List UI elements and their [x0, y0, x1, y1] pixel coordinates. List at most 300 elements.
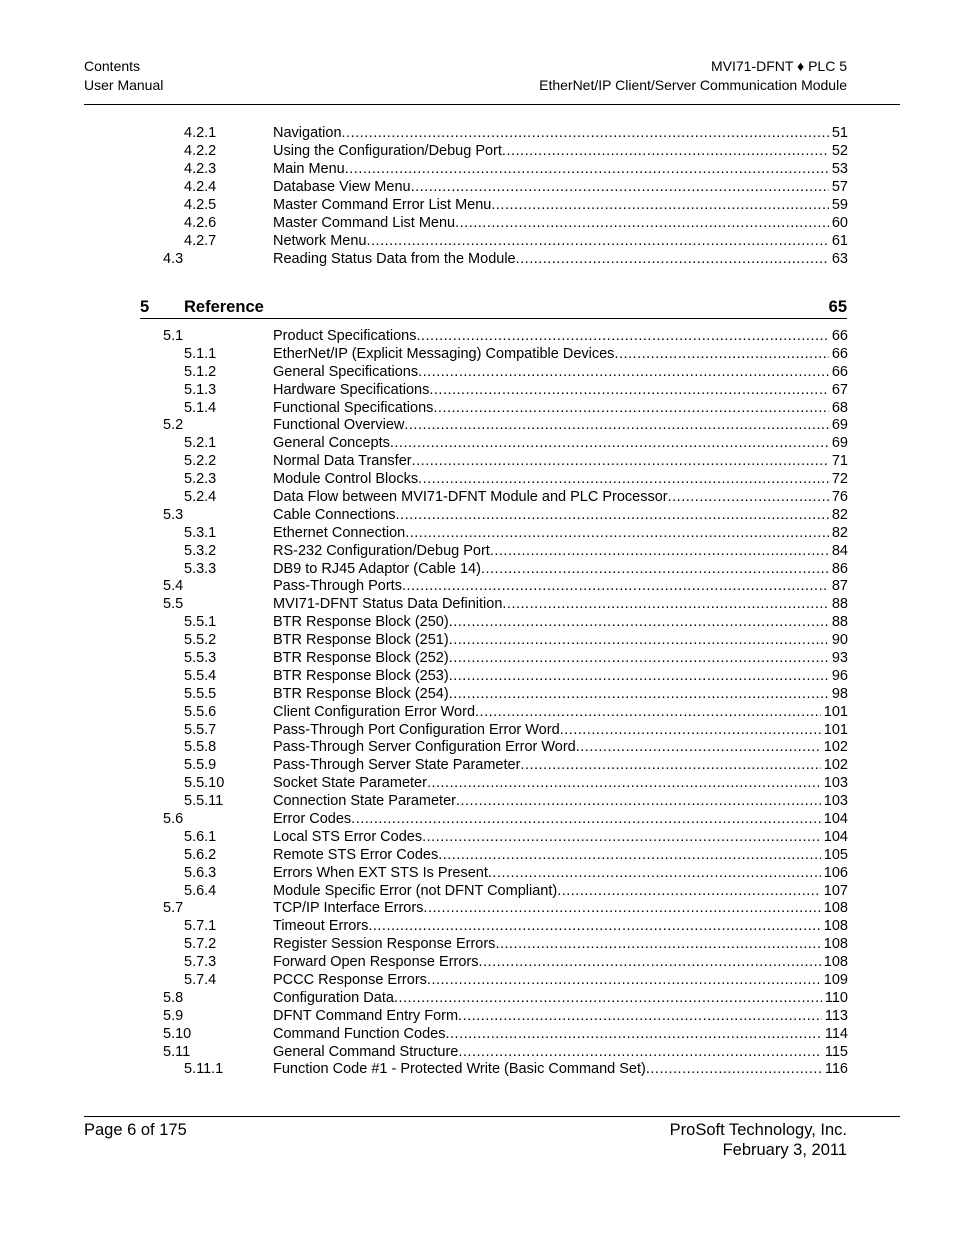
toc-entry-title: Command Function Codes [273, 1025, 446, 1042]
chapter-title: Reference [184, 298, 264, 316]
toc-entry[interactable] [0, 953, 954, 971]
toc-dot-leader [396, 506, 829, 524]
toc-entry[interactable] [0, 524, 954, 542]
toc-entry-page: 108 [823, 936, 848, 953]
toc-entry-page: 66 [831, 345, 848, 362]
toc-entry-number: 5.1.3 [184, 381, 217, 398]
toc-entry-page: 60 [831, 215, 848, 231]
toc-entry-title: Pass-Through Server State Parameter [273, 757, 521, 774]
toc-entry-page: 90 [831, 632, 848, 649]
toc-entry-number: 5.7.1 [184, 918, 217, 935]
toc-entry-title: Errors When EXT STS Is Present [273, 864, 488, 881]
toc-entry-title: Pass-Through Ports [273, 578, 402, 595]
toc-entry-page: 59 [831, 197, 848, 213]
toc-entry-line [273, 864, 848, 882]
toc-entry-page: 63 [831, 251, 848, 267]
toc-entry-number: 5.3.3 [184, 560, 217, 577]
toc-entry[interactable] [0, 363, 954, 381]
toc-dot-leader [475, 703, 821, 721]
toc-entry[interactable] [0, 577, 954, 595]
toc-entry-title: PCCC Response Errors [273, 972, 427, 989]
toc-entry-number: 5.5.5 [184, 685, 217, 702]
toc-entry-line [273, 470, 848, 488]
toc-entry-title: Remote STS Error Codes [273, 846, 439, 863]
toc-entry-line [273, 631, 848, 649]
toc-dot-leader [490, 542, 829, 560]
toc-entry-title: Ethernet Connection [273, 524, 406, 541]
toc-entry-title: Data Flow between MVI71-DFNT Module and PLC Processor [273, 489, 668, 505]
toc-entry-page: 93 [831, 650, 848, 667]
toc-dot-leader [520, 756, 820, 774]
toc-entry[interactable] [0, 613, 954, 631]
toc-entry-number: 5.2.2 [184, 453, 217, 470]
toc-entry-page: 87 [831, 578, 848, 595]
toc-entry-line [273, 524, 848, 542]
toc-entry[interactable] [0, 1025, 954, 1043]
toc-entry-line [273, 917, 848, 935]
toc-entry-page: 107 [823, 882, 848, 899]
toc-entry-page: 66 [831, 363, 848, 380]
toc-entry-page: 105 [823, 846, 848, 863]
toc-entry-title: BTR Response Block (250) [273, 614, 449, 631]
toc-entry-page: 88 [831, 596, 848, 613]
toc-entry[interactable] [0, 685, 954, 703]
toc-entry-number: 5.5.9 [184, 757, 217, 774]
toc-entry-line [273, 214, 848, 232]
toc-entry-number: 4.2.4 [184, 179, 217, 195]
toc-entry-title: Connection State Parameter [273, 793, 456, 810]
toc-entry-number: 5.7.2 [184, 936, 217, 953]
toc-entry-page: 88 [831, 614, 848, 631]
toc-entry-line [273, 1025, 848, 1043]
toc-entry-number: 5.5.1 [184, 614, 217, 631]
toc-entry-line [273, 506, 848, 524]
toc-dot-leader [412, 452, 829, 470]
toc-entry-number: 4.2.6 [184, 215, 217, 231]
toc-entry-line [273, 703, 848, 721]
toc-entry[interactable] [0, 935, 954, 953]
toc-dot-leader [402, 577, 829, 595]
chapter-heading[interactable] [140, 296, 847, 319]
toc-entry[interactable] [0, 649, 954, 667]
toc-entry-line [273, 196, 848, 214]
footer-divider [84, 1116, 900, 1117]
toc-entry[interactable] [0, 142, 954, 160]
toc-entry[interactable] [0, 864, 954, 882]
header-left [84, 57, 163, 95]
toc-entry-page: 109 [823, 972, 848, 989]
toc-entry-page: 82 [831, 506, 848, 523]
toc-entry-number: 5.8 [163, 989, 184, 1006]
toc-dot-leader [418, 470, 829, 488]
toc-dot-leader [427, 774, 821, 792]
toc-entry-line [273, 250, 848, 268]
toc-dot-leader [405, 524, 829, 542]
toc-entry-line [273, 1007, 848, 1025]
toc-entry-title: Master Command Error List Menu [273, 197, 492, 213]
toc-entry-line [273, 542, 848, 560]
toc-entry-title: Module Control Blocks [273, 471, 419, 488]
toc-dot-leader [422, 828, 821, 846]
toc-entry-number: 5.11 [163, 1043, 191, 1060]
toc-dot-leader [516, 250, 829, 268]
toc-entry[interactable] [0, 124, 954, 142]
toc-entry-page: 98 [831, 685, 848, 702]
toc-entry-title: Functional Specifications [273, 399, 434, 416]
toc-entry-title: Module Specific Error (not DFNT Compliant) [273, 882, 558, 899]
toc-dot-leader [449, 649, 829, 667]
toc-entry-line [273, 989, 848, 1007]
toc-entry-page: 113 [824, 1007, 848, 1024]
toc-entry-line [273, 935, 848, 953]
toc-entry[interactable] [0, 667, 954, 685]
toc-entry-page: 53 [831, 161, 848, 177]
toc-entry[interactable] [0, 232, 954, 250]
toc-entry-title: DB9 to RJ45 Adaptor (Cable 14) [273, 560, 481, 577]
toc-dot-leader [433, 399, 828, 417]
toc-dot-leader [481, 560, 829, 578]
chapter-number: 5 [140, 298, 150, 316]
toc-entry-number: 5.6.3 [184, 864, 217, 881]
toc-entry-line [273, 1060, 848, 1078]
toc-entry-number: 4.2.2 [184, 143, 217, 159]
toc-entry-title: General Command Structure [273, 1043, 459, 1060]
toc-entry-line [273, 124, 848, 142]
toc-entry-number: 5.6.2 [184, 846, 217, 863]
toc-entry-page: 101 [823, 721, 848, 738]
toc-entry-title: EtherNet/IP (Explicit Messaging) Compatible Devices [273, 345, 615, 362]
toc-entry[interactable] [0, 756, 954, 774]
toc-entry[interactable] [0, 810, 954, 828]
toc-entry-title: Database View Menu [273, 179, 411, 195]
toc-entry-page: 96 [831, 667, 848, 684]
toc-entry[interactable] [0, 738, 954, 756]
toc-entry-title: BTR Response Block (254) [273, 685, 449, 702]
toc-entry-title: General Concepts [273, 435, 390, 452]
toc-entry-number: 5.5.4 [184, 667, 217, 684]
toc-entry-page: 69 [831, 417, 848, 434]
toc-entry-line [273, 971, 848, 989]
toc-dot-leader [449, 631, 829, 649]
toc-entry-page: 101 [823, 703, 848, 720]
toc-entry-number: 5.1.4 [184, 399, 217, 416]
toc-entry-title: MVI71-DFNT Status Data Definition [273, 596, 503, 613]
toc-dot-leader [423, 899, 820, 917]
toc-entry[interactable] [0, 381, 954, 399]
toc-entry[interactable] [0, 989, 954, 1007]
toc-entry-number: 4.2.1 [184, 125, 217, 141]
toc-entry-page: 71 [831, 453, 848, 470]
toc-entry[interactable] [0, 971, 954, 989]
toc-entry-title: Pass-Through Server Configuration Error Word [273, 739, 576, 756]
footer-page-number: Page 6 of 175 [84, 1121, 187, 1139]
toc-entry-page: 102 [823, 739, 848, 756]
toc-entry-title: Cable Connections [273, 506, 396, 523]
toc-entry[interactable] [0, 327, 954, 345]
toc-entry-line [273, 953, 848, 971]
toc-entry-line [273, 667, 848, 685]
toc-entry-number: 5.5.2 [184, 632, 217, 649]
toc-entry-number: 5.6 [163, 811, 184, 828]
toc-entry[interactable] [0, 560, 954, 578]
toc-entry-line [273, 577, 848, 595]
toc-entry-title: Navigation [273, 125, 342, 141]
toc-entry-line [273, 327, 848, 345]
toc-dot-leader [491, 196, 828, 214]
toc-entry-number: 5.10 [163, 1025, 192, 1042]
toc-entry-number: 5.3.1 [184, 524, 217, 541]
toc-entry-number: 4.2.5 [184, 197, 217, 213]
toc-entry-page: 57 [831, 179, 848, 195]
toc-entry-line [273, 792, 848, 810]
toc-entry-number: 4.2.3 [184, 161, 217, 177]
toc-entry-title: Configuration Data [273, 989, 394, 1006]
toc-entry-title: Normal Data Transfer [273, 453, 412, 470]
toc-entry-number: 5.1.2 [184, 363, 217, 380]
toc-entry-page: 114 [824, 1025, 848, 1042]
toc-dot-leader [576, 738, 821, 756]
toc-entry-number: 5.7.4 [184, 972, 217, 989]
toc-entry-title: Product Specifications [273, 328, 417, 344]
toc-entry-line [273, 381, 848, 399]
header-user-manual: User Manual [84, 77, 164, 93]
toc-entry-page: 104 [823, 828, 848, 845]
toc-entry-line [273, 649, 848, 667]
toc-entry-line [273, 738, 848, 756]
toc-entry-number: 5.3 [163, 506, 184, 523]
toc-entry[interactable] [0, 828, 954, 846]
toc-entry-title: General Specifications [273, 363, 419, 380]
toc-entry-page: 66 [831, 328, 848, 344]
toc-entry[interactable] [0, 488, 954, 506]
header-product: MVI71-DFNT ♦ PLC 5 [710, 58, 847, 74]
footer-company: ProSoft Technology, Inc. [669, 1121, 847, 1139]
toc-entry-number: 5.5.7 [184, 721, 217, 738]
toc-entry[interactable] [0, 1043, 954, 1061]
toc-entry-page: 106 [823, 864, 848, 881]
toc-entry-number: 5.5.6 [184, 703, 217, 720]
toc-entry-page: 69 [831, 435, 848, 452]
toc-entry-number: 5.1.1 [184, 345, 217, 362]
toc-entry[interactable] [0, 178, 954, 196]
toc-entry-page: 116 [824, 1061, 848, 1078]
toc-entry-line [273, 595, 848, 613]
toc-entry[interactable] [0, 1007, 954, 1025]
toc-entry-title: Reading Status Data from the Module [273, 251, 516, 267]
toc-entry[interactable] [0, 631, 954, 649]
toc-entry-title: Using the Configuration/Debug Port [273, 143, 502, 159]
toc-entry-line [273, 345, 848, 363]
toc-entry-number: 5.9 [163, 1007, 184, 1024]
toc-entry-number: 5.3.2 [184, 542, 217, 559]
toc-entry-title: Pass-Through Port Configuration Error Word [273, 721, 560, 738]
toc-dot-leader [560, 721, 821, 739]
toc-entry-title: Forward Open Response Errors [273, 954, 479, 971]
toc-dot-leader [455, 214, 829, 232]
footer-date: February 3, 2011 [722, 1141, 847, 1159]
toc-entry-page: 103 [823, 793, 848, 810]
toc-entry-number: 5.2 [163, 417, 184, 434]
toc-dot-leader [416, 327, 828, 345]
toc-entry-line [273, 434, 848, 452]
toc-entry-page: 72 [831, 471, 848, 488]
toc-entry[interactable] [0, 542, 954, 560]
toc-entry-number: 5.11.1 [184, 1061, 224, 1078]
toc-dot-leader [445, 1025, 821, 1043]
toc-entry[interactable] [0, 196, 954, 214]
toc-entry-number: 5.5 [163, 596, 184, 613]
toc-dot-leader [345, 160, 829, 178]
toc-entry-title: BTR Response Block (252) [273, 650, 449, 667]
toc-entry[interactable] [0, 846, 954, 864]
toc-entry-line [273, 399, 848, 417]
toc-entry[interactable] [0, 721, 954, 739]
toc-entry-title: Register Session Response Errors [273, 936, 496, 953]
toc-dot-leader [366, 232, 828, 250]
toc-dot-leader [479, 953, 821, 971]
toc-entry-number: 5.4 [163, 578, 184, 595]
toc-entry[interactable] [0, 882, 954, 900]
toc-dot-leader [449, 685, 829, 703]
toc-entry[interactable] [0, 506, 954, 524]
toc-entry[interactable] [0, 416, 954, 434]
toc-entry-number: 5.2.3 [184, 471, 217, 488]
toc-entry-number: 4.3 [163, 251, 184, 267]
toc-entry-title: Main Menu [273, 161, 345, 177]
toc-dot-leader [502, 142, 829, 160]
chapter-page: 65 [828, 298, 847, 316]
toc-entry-number: 5.5.3 [184, 650, 217, 667]
toc-dot-leader [427, 971, 821, 989]
toc-entry-line [273, 774, 848, 792]
toc-entry-title: Hardware Specifications [273, 381, 430, 398]
toc-entry-page: 76 [831, 489, 848, 505]
toc-entry-line [273, 810, 848, 828]
header-module: EtherNet/IP Client/Server Communication Module [539, 77, 847, 93]
toc-entry-number: 5.2.4 [184, 489, 217, 505]
toc-entry-title: Network Menu [273, 233, 367, 249]
toc-entry[interactable] [0, 899, 954, 917]
toc-entry-line [273, 846, 848, 864]
toc-entry[interactable] [0, 160, 954, 178]
toc-entry-page: 61 [831, 233, 848, 249]
toc-dot-leader [456, 792, 821, 810]
toc-entry-line [273, 721, 848, 739]
toc-entry-page: 102 [823, 757, 848, 774]
toc-dot-leader [394, 989, 822, 1007]
toc-dot-leader [438, 846, 821, 864]
toc-entry-line [273, 232, 848, 250]
toc-entry[interactable] [0, 595, 954, 613]
toc-entry-line [273, 178, 848, 196]
toc-entry-line [273, 899, 848, 917]
toc-entry-number: 5.2.1 [184, 435, 217, 452]
toc-entry-title: TCP/IP Interface Errors [273, 900, 424, 917]
toc-dot-leader [449, 613, 829, 631]
toc-entry[interactable] [0, 703, 954, 721]
toc-entry-line [273, 756, 848, 774]
header-contents: Contents [84, 58, 141, 74]
toc-entry[interactable] [0, 452, 954, 470]
toc-dot-leader [495, 935, 820, 953]
toc-entry[interactable] [0, 250, 954, 268]
toc-entry-page: 51 [831, 125, 848, 141]
toc-entry-page: 86 [831, 560, 848, 577]
toc-entry[interactable] [0, 434, 954, 452]
toc-entry-title: BTR Response Block (253) [273, 667, 449, 684]
toc-entry-line [273, 560, 848, 578]
toc-entry-number: 5.1 [163, 328, 184, 344]
toc-dot-leader [488, 864, 821, 882]
toc-entry-line [273, 1043, 848, 1061]
toc-entry-title: Local STS Error Codes [273, 828, 423, 845]
toc-entry[interactable] [0, 1060, 954, 1078]
toc-entry[interactable] [0, 345, 954, 363]
toc-entry-page: 108 [823, 918, 848, 935]
toc-entry-number: 5.5.8 [184, 739, 217, 756]
toc-entry[interactable] [0, 792, 954, 810]
toc-entry-title: Function Code #1 - Protected Write (Basic Command Set) [273, 1061, 646, 1078]
toc-dot-leader [342, 124, 829, 142]
toc-entry-number: 5.6.1 [184, 828, 217, 845]
toc-entry-title: Master Command List Menu [273, 215, 456, 231]
toc-dot-leader [351, 810, 821, 828]
toc-entry-title: Error Codes [273, 811, 352, 828]
toc-dot-leader [502, 595, 828, 613]
toc-entry-title: Client Configuration Error Word [273, 703, 476, 720]
toc-dot-leader [614, 345, 828, 363]
toc-entry-title: BTR Response Block (251) [273, 632, 449, 649]
toc-dot-leader [458, 1007, 822, 1025]
toc-entry-page: 67 [831, 381, 848, 398]
toc-entry-line [273, 160, 848, 178]
toc-dot-leader [368, 917, 820, 935]
toc-entry-page: 108 [823, 900, 848, 917]
toc-entry-number: 5.7.3 [184, 954, 217, 971]
toc-entry-page: 108 [823, 954, 848, 971]
toc-entry-title: Socket State Parameter [273, 775, 427, 792]
toc-dot-leader [390, 434, 829, 452]
header-divider [84, 104, 900, 105]
toc-entry-line [273, 142, 848, 160]
toc-entry-title: Timeout Errors [273, 918, 369, 935]
toc-entry-number: 5.7 [163, 900, 184, 917]
toc-entry-line [273, 613, 848, 631]
toc-entry-line [273, 363, 848, 381]
toc-dot-leader [404, 416, 829, 434]
toc-dot-leader [411, 178, 829, 196]
toc-entry[interactable] [0, 917, 954, 935]
toc-entry[interactable] [0, 399, 954, 417]
toc-entry-page: 103 [823, 775, 848, 792]
toc-entry[interactable] [0, 214, 954, 232]
toc-entry-page: 110 [824, 989, 848, 1006]
toc-entry-title: DFNT Command Entry Form [273, 1007, 459, 1024]
toc-dot-leader [646, 1060, 822, 1078]
toc-entry[interactable] [0, 470, 954, 488]
toc-entry[interactable] [0, 774, 954, 792]
toc-entry-line [273, 452, 848, 470]
toc-entry-page: 68 [831, 399, 848, 416]
toc-entry-line [273, 488, 848, 506]
toc-entry-number: 5.5.11 [184, 793, 224, 810]
toc-entry-line [273, 685, 848, 703]
toc-dot-leader [429, 381, 829, 399]
toc-entry-number: 5.6.4 [184, 882, 217, 899]
toc-entry-number: 5.5.10 [184, 775, 225, 792]
toc-entry-number: 4.2.7 [184, 233, 217, 249]
toc-dot-leader [668, 488, 829, 506]
